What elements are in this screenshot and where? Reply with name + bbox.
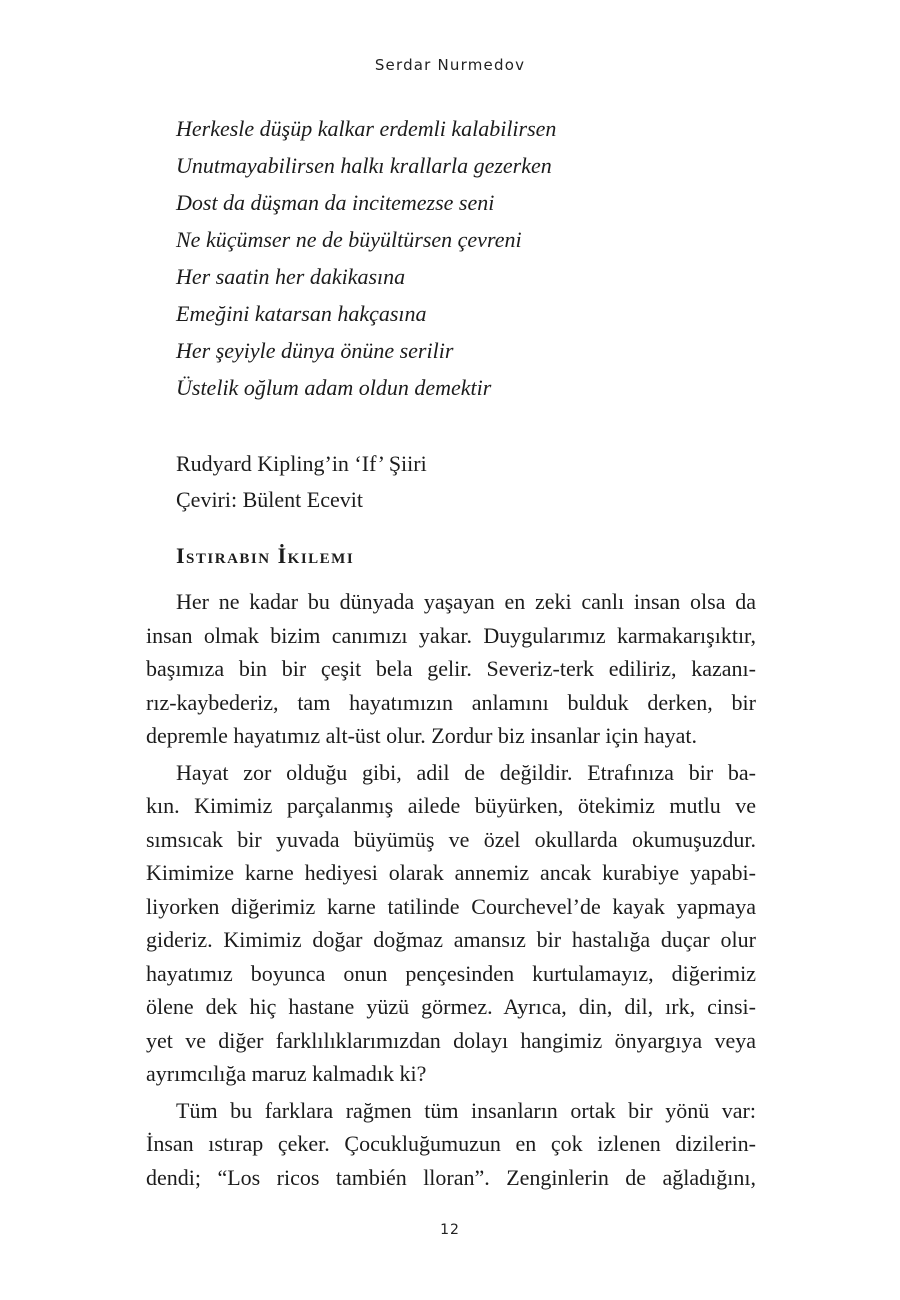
poem-source: Rudyard Kipling’in ‘If’ Şiiri bbox=[176, 451, 427, 476]
poem-line: Üstelik oğlum adam oldun demektir bbox=[176, 375, 492, 400]
poem-credits bbox=[176, 446, 796, 518]
text-line: dendi; “Los ricos también lloran”. Zenginlerin de ağladığını, bbox=[146, 1164, 756, 1190]
poem-line: Her saatin her dakikasına bbox=[176, 264, 406, 289]
poem-line: Dost da düşman da incitemezse seni bbox=[176, 190, 495, 215]
text-line: Her ne kadar bu dünyada yaşayan en zeki canlı insan olsa da bbox=[176, 589, 756, 614]
poem-translator: Çeviri: Bülent Ecevit bbox=[176, 487, 363, 512]
text-line: depremle hayatımız alt-üst olur. Zordur biz insanlar için hayat. bbox=[146, 723, 698, 748]
poem-line: Emeğini katarsan hakçasına bbox=[176, 301, 427, 326]
text-line: Kimimize karne hediyesi olarak annemiz ancak kurabiye yapabi- bbox=[146, 860, 756, 885]
text-line: ayrımcılığa maruz kalmadık ki? bbox=[146, 1061, 427, 1086]
text-line: İnsan ıstırap çeker. Çocukluğumuzun en çok izlenen dizilerin- bbox=[146, 1131, 756, 1156]
paragraph-1 bbox=[146, 585, 756, 753]
text-line: rız-kaybederiz, tam hayatımızın anlamını bulduk derken, bir bbox=[146, 689, 756, 715]
text-line: Hayat zor olduğu gibi, adil de değildir. Etrafınıza bir ba- bbox=[176, 759, 756, 785]
text-line: yet ve diğer farklılıklarımızdan dolayı hangimiz önyargıya veya bbox=[146, 1027, 756, 1053]
running-head: Serdar Nurmedov bbox=[374, 56, 526, 74]
paragraph-3 bbox=[146, 1094, 756, 1195]
text-line: başımıza bin bir çeşit bela gelir. Severiz-terk ediliriz, kazanı- bbox=[146, 656, 756, 681]
text-line: Tüm bu farklara rağmen tüm insanların ortak bir yönü var: bbox=[176, 1097, 756, 1123]
text-line: hayatımız boyunca onun pençesinden kurtulamayız, diğerimiz bbox=[146, 960, 756, 986]
body-text bbox=[146, 585, 756, 1197]
poem-line: Unutmayabilirsen halkı krallarla gezerken bbox=[176, 153, 552, 178]
text-line: liyorken diğerimiz karne tatilinde Courchevel’de kayak yapmaya bbox=[146, 893, 756, 919]
poem-line: Her şeyiyle dünya önüne serilir bbox=[176, 338, 454, 363]
text-line: gideriz. Kimimiz doğar doğmaz amansız bir hastalığa duçar olur bbox=[146, 927, 756, 952]
section-title: Istırabın İkilemi bbox=[176, 543, 355, 568]
text-line: kın. Kimimiz parçalanmış ailede büyürken, ötekimiz mutlu ve bbox=[146, 793, 756, 818]
paragraph-2 bbox=[146, 756, 756, 1091]
poem-line: Ne küçümser ne de büyültürsen çevreni bbox=[176, 227, 522, 252]
poem-line: Herkesle düşüp kalkar erdemli kalabilirsen bbox=[176, 116, 557, 141]
text-line: ölene dek hiç hastane yüzü görmez. Ayrıca, din, dil, ırk, cinsi- bbox=[146, 994, 756, 1019]
poem-block bbox=[176, 110, 796, 406]
text-line: insan olmak bizim canımızı yakar. Duygularımız karmakarışıktır, bbox=[146, 622, 756, 648]
page-number: 12 bbox=[440, 1222, 460, 1238]
text-line: sımsıcak bir yuvada büyümüş ve özel okullarda okumuşuzdur. bbox=[146, 826, 756, 852]
